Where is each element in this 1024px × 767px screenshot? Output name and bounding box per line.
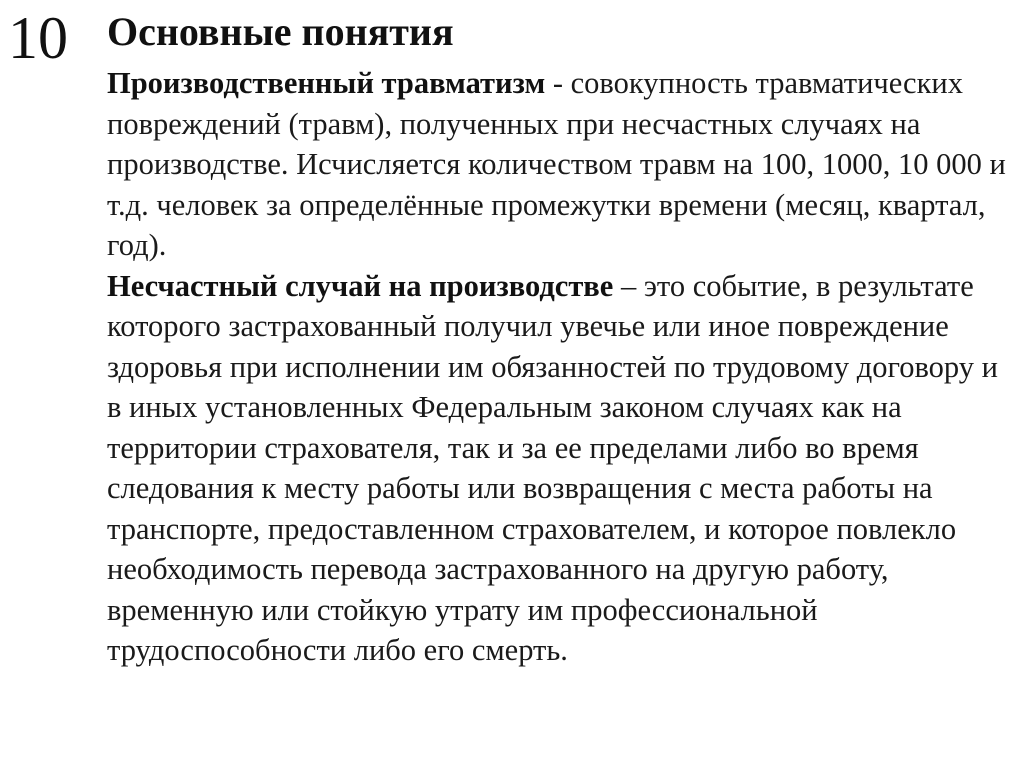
definition-text: – это событие, в результате которого застрахованный получил увечье или иное повреждение здоровья при исполнении им обязанностей по трудовому договору и в иных установленных Федеральным законом случаях как на территории страхователя, так и за ее пределами либо во время следования к месту работы или возвращения с места работы на транспорте, предоставленном страхователем, и которое повлекло необходимость перевода застрахованного на другую работу, временную или стойкую утрату им профессиональной трудоспособности либо его смерть. (107, 268, 998, 667)
definition-term: Несчастный случай на производстве (107, 268, 614, 303)
definition-industrial-injury (107, 63, 1019, 266)
definition-term: Производственный травматизм (107, 66, 546, 100)
slide-number: 10 (8, 5, 68, 71)
definitions-body (107, 63, 1019, 671)
slide-title: Основные понятия (107, 9, 454, 54)
definition-text: - совокупность травматических повреждений (травм), полученных при несчастных случаях на производстве. Исчисляется количеством травм на 100, 1000, 10 000 и т.д. человек за определённые промежутки времени (месяц, квартал, год). (107, 66, 1006, 262)
definition-workplace-accident (107, 266, 1019, 671)
